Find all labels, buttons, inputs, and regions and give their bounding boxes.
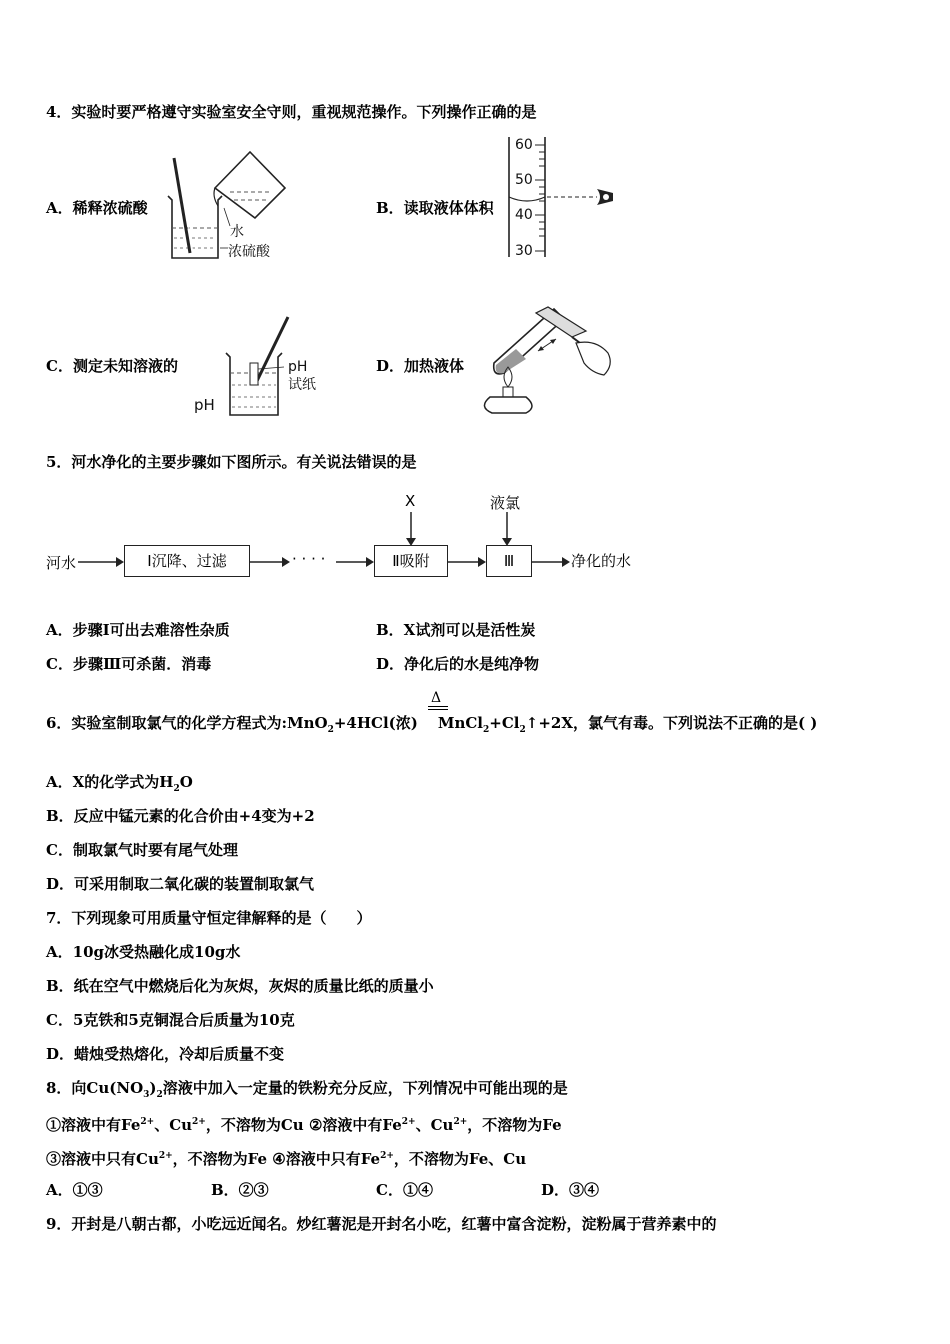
q8-case4b: ，不溶物为Fe、Cu	[393, 1150, 527, 1168]
tick-40: 40	[515, 207, 533, 223]
flow-arrow-1	[78, 555, 124, 569]
flow-arrow-4	[532, 555, 570, 569]
q6-stem-prefix: 6．实验室制取氯气的化学方程式为:MnO	[46, 714, 328, 732]
q5-stem: 5．河水净化的主要步骤如下图所示。有关说法错误的是	[46, 453, 417, 471]
fig-label-ph-left: pH	[194, 396, 215, 414]
tick-50: 50	[515, 172, 533, 188]
q8-cases-1-2: ①溶液中有$Fe^{2+}$、$Cu^{2+}$，不溶物为Cu ②溶液中有$Fe^{2+}$、$Cu^{2+}$，不溶物为Fe	[46, 1116, 562, 1134]
q8-option-b: B．②③	[211, 1181, 269, 1199]
q8-case3: ③溶液中只有Cu	[46, 1150, 159, 1168]
q8-case2c: ，不溶物为Fe	[467, 1116, 562, 1134]
q6-option-a-tail: O	[179, 773, 193, 791]
q8-case2: ②溶液中有Fe	[308, 1116, 402, 1134]
q8-stem: 8．向$Cu(NO_3)_2$溶液中加入一定量的铁粉充分反应，下列情况中可能出现的是	[46, 1079, 568, 1100]
q8-case4: ④溶液中只有Fe	[272, 1150, 381, 1168]
q8-stem-suffix: 溶液中加入一定量的铁粉充分反应，下列情况中可能出现的是	[162, 1079, 568, 1097]
q8-case3b: ，不溶物为Fe	[172, 1150, 268, 1168]
q6-option-b: B．反应中锰元素的化合价由+4变为+2	[46, 807, 315, 825]
q6-stem-products: MnCl	[437, 714, 483, 732]
tick-60: 60	[515, 137, 533, 153]
flow-reagent-cl: 液氯	[490, 494, 521, 512]
q6-option-a: A．X的化学式为$H_2O$	[46, 773, 193, 794]
q7-option-b: B．纸在空气中燃烧后化为灰烬，灰烬的质量比纸的质量小	[46, 977, 434, 995]
q7-option-d: D．蜡烛受热熔化，冷却后质量不变	[46, 1045, 285, 1063]
q4-option-b: B．读取液体体积	[376, 199, 494, 217]
q4-option-d: D．加热液体	[376, 357, 465, 375]
q5-option-b: B．X试剂可以是活性炭	[376, 621, 536, 639]
fig-label-acid: 浓硫酸	[228, 244, 270, 260]
graduated-cylinder-figure	[505, 135, 625, 261]
heating-liquid-figure	[476, 293, 626, 418]
fig-label-paper: 试纸	[288, 377, 316, 393]
flow-arrow-3	[448, 555, 486, 569]
q4-stem: 4．实验时要严格遵守实验室安全守则，重视规范操作。下列操作正确的是	[46, 103, 537, 121]
q6-option-c: C．制取氯气时要有尾气处理	[46, 841, 238, 859]
q6-stem-suffix: +2X，氯气有毒。下列说法不正确的是( )	[538, 714, 818, 732]
q6-option-d: D．可采用制取二氧化碳的装置制取氯气	[46, 875, 315, 893]
q8-case1b: 、Cu	[154, 1116, 193, 1134]
q4-option-c: C．测定未知溶液的	[46, 357, 178, 375]
q8-stem-prefix: 8．向Cu(NO	[46, 1079, 144, 1097]
q8-case2b: 、Cu	[415, 1116, 454, 1134]
q8-case1c: ，不溶物为Cu	[205, 1116, 304, 1134]
q5-option-a: A．步骤Ⅰ可出去难溶性杂质	[46, 621, 230, 639]
q5-option-d: D．净化后的水是纯净物	[376, 655, 540, 673]
q8-option-a: A．①③	[46, 1181, 103, 1199]
q8-option-d: D．③④	[541, 1181, 600, 1199]
flow-reagent-x: X	[405, 492, 416, 510]
q8-cases-3-4: ③溶液中只有$Cu^{2+}$，不溶物为Fe ④溶液中只有$Fe^{2+}$，不溶物为Fe、Cu	[46, 1150, 527, 1168]
flow-dots: · · · ·	[292, 550, 326, 568]
q6-stem-mid: +4HCl(浓)	[333, 714, 418, 732]
q8-option-c: C．①④	[376, 1181, 433, 1199]
equals-sign	[428, 706, 448, 710]
q8-case1: ①溶液中有Fe	[46, 1116, 141, 1134]
q6-stem: 6．实验室制取氯气的化学方程式为:MnO$_2$+4HCl(浓) $MnCl_2+Cl_2↑+2X$，氯气有毒。下列说法不正确的是( )	[46, 714, 818, 735]
fig-label-ph: pH	[288, 359, 308, 375]
flow-source: 河水	[46, 554, 77, 572]
fig-label-water: 水	[230, 224, 244, 240]
q9-stem: 9．开封是八朝古都，小吃远近闻名。炒红薯泥是开封名小吃，红薯中富含淀粉，淀粉属于营养素中的	[46, 1215, 717, 1233]
tick-30: 30	[515, 243, 533, 259]
q5-option-c: C．步骤Ⅲ可杀菌．消毒	[46, 655, 212, 673]
flow-step2: Ⅱ吸附	[374, 545, 448, 577]
q7-option-c: C．5克铁和5克铜混合后质量为10克	[46, 1011, 295, 1029]
dilute-acid-figure	[160, 148, 290, 263]
ph-test-figure	[192, 313, 332, 421]
q6-option-a-text: A．X的化学式为H	[46, 773, 174, 791]
q7-option-a: A．10g冰受热融化成10g水	[46, 943, 241, 961]
flow-arrow-cl	[500, 512, 514, 546]
q4-option-a: A．稀释浓硫酸	[46, 199, 148, 217]
reaction-condition: Δ	[431, 690, 442, 706]
q7-stem: 7．下列现象可用质量守恒定律解释的是（ ）	[46, 909, 372, 927]
flow-step3: Ⅲ	[486, 545, 532, 577]
flow-result: 净化的水	[571, 552, 632, 570]
flow-arrow-x	[404, 512, 418, 546]
flow-step1: Ⅰ沉降、过滤	[124, 545, 250, 577]
